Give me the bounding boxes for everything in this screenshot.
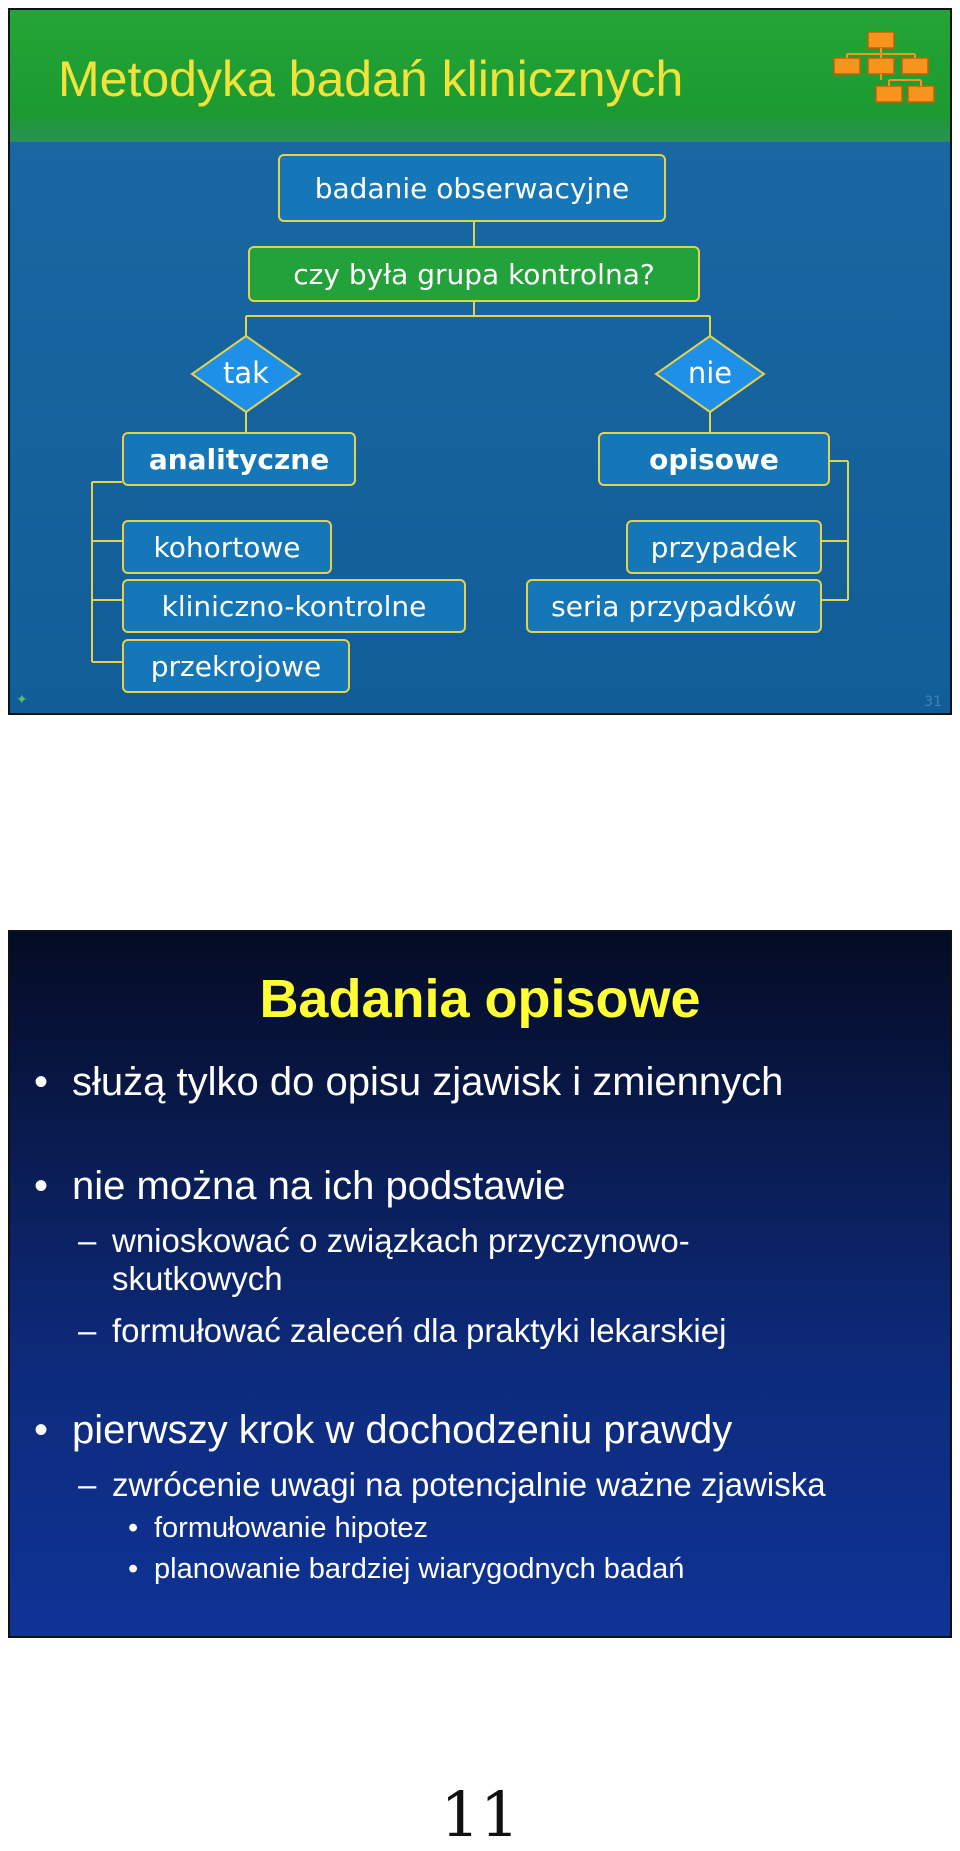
- descriptive-item: przypadek: [626, 520, 822, 574]
- sub-sub-bullet: • formułowanie hipotez: [154, 1512, 428, 1545]
- root-node: badanie obserwacyjne: [278, 154, 666, 222]
- slide-descriptive-studies: [8, 930, 952, 1638]
- sub-sub-bullet: • planowanie bardziej wiarygodnych badań: [154, 1553, 684, 1586]
- analytic-item: przekrojowe: [122, 639, 350, 693]
- question-node: czy była grupa kontrolna?: [248, 246, 700, 302]
- analytic-node: analityczne: [122, 432, 356, 486]
- descriptive-item: seria przypadków: [526, 579, 822, 633]
- bullet: • służą tylko do opisu zjawisk i zmiennych: [72, 1060, 783, 1105]
- footer-mark-icon: ✦: [16, 692, 28, 708]
- no-label: nie: [687, 356, 733, 390]
- analytic-item: kohortowe: [122, 520, 332, 574]
- page-number: 11: [440, 1778, 520, 1851]
- slide-flowchart: [8, 8, 952, 715]
- sub-bullet: – wnioskować o związkach przyczynowo-: [112, 1222, 690, 1260]
- bullet: • nie można na ich podstawie: [72, 1164, 566, 1209]
- slide-title: Metodyka badań klinicznych: [58, 51, 684, 107]
- analytic-item: kliniczno-kontrolne: [122, 579, 466, 633]
- yes-label: tak: [223, 356, 269, 390]
- descriptive-node: opisowe: [598, 432, 830, 486]
- sub-bullet: – zwrócenie uwagi na potencjalnie ważne zjawiska: [112, 1466, 826, 1504]
- sub-bullet-continuation: skutkowych: [112, 1260, 283, 1297]
- slide-number: 31: [924, 694, 942, 710]
- sub-bullet: – formułować zaleceń dla praktyki lekarskiej: [112, 1312, 726, 1350]
- slide-title: Badania opisowe: [259, 969, 701, 1029]
- bullet: • pierwszy krok w dochodzeniu prawdy: [72, 1408, 732, 1453]
